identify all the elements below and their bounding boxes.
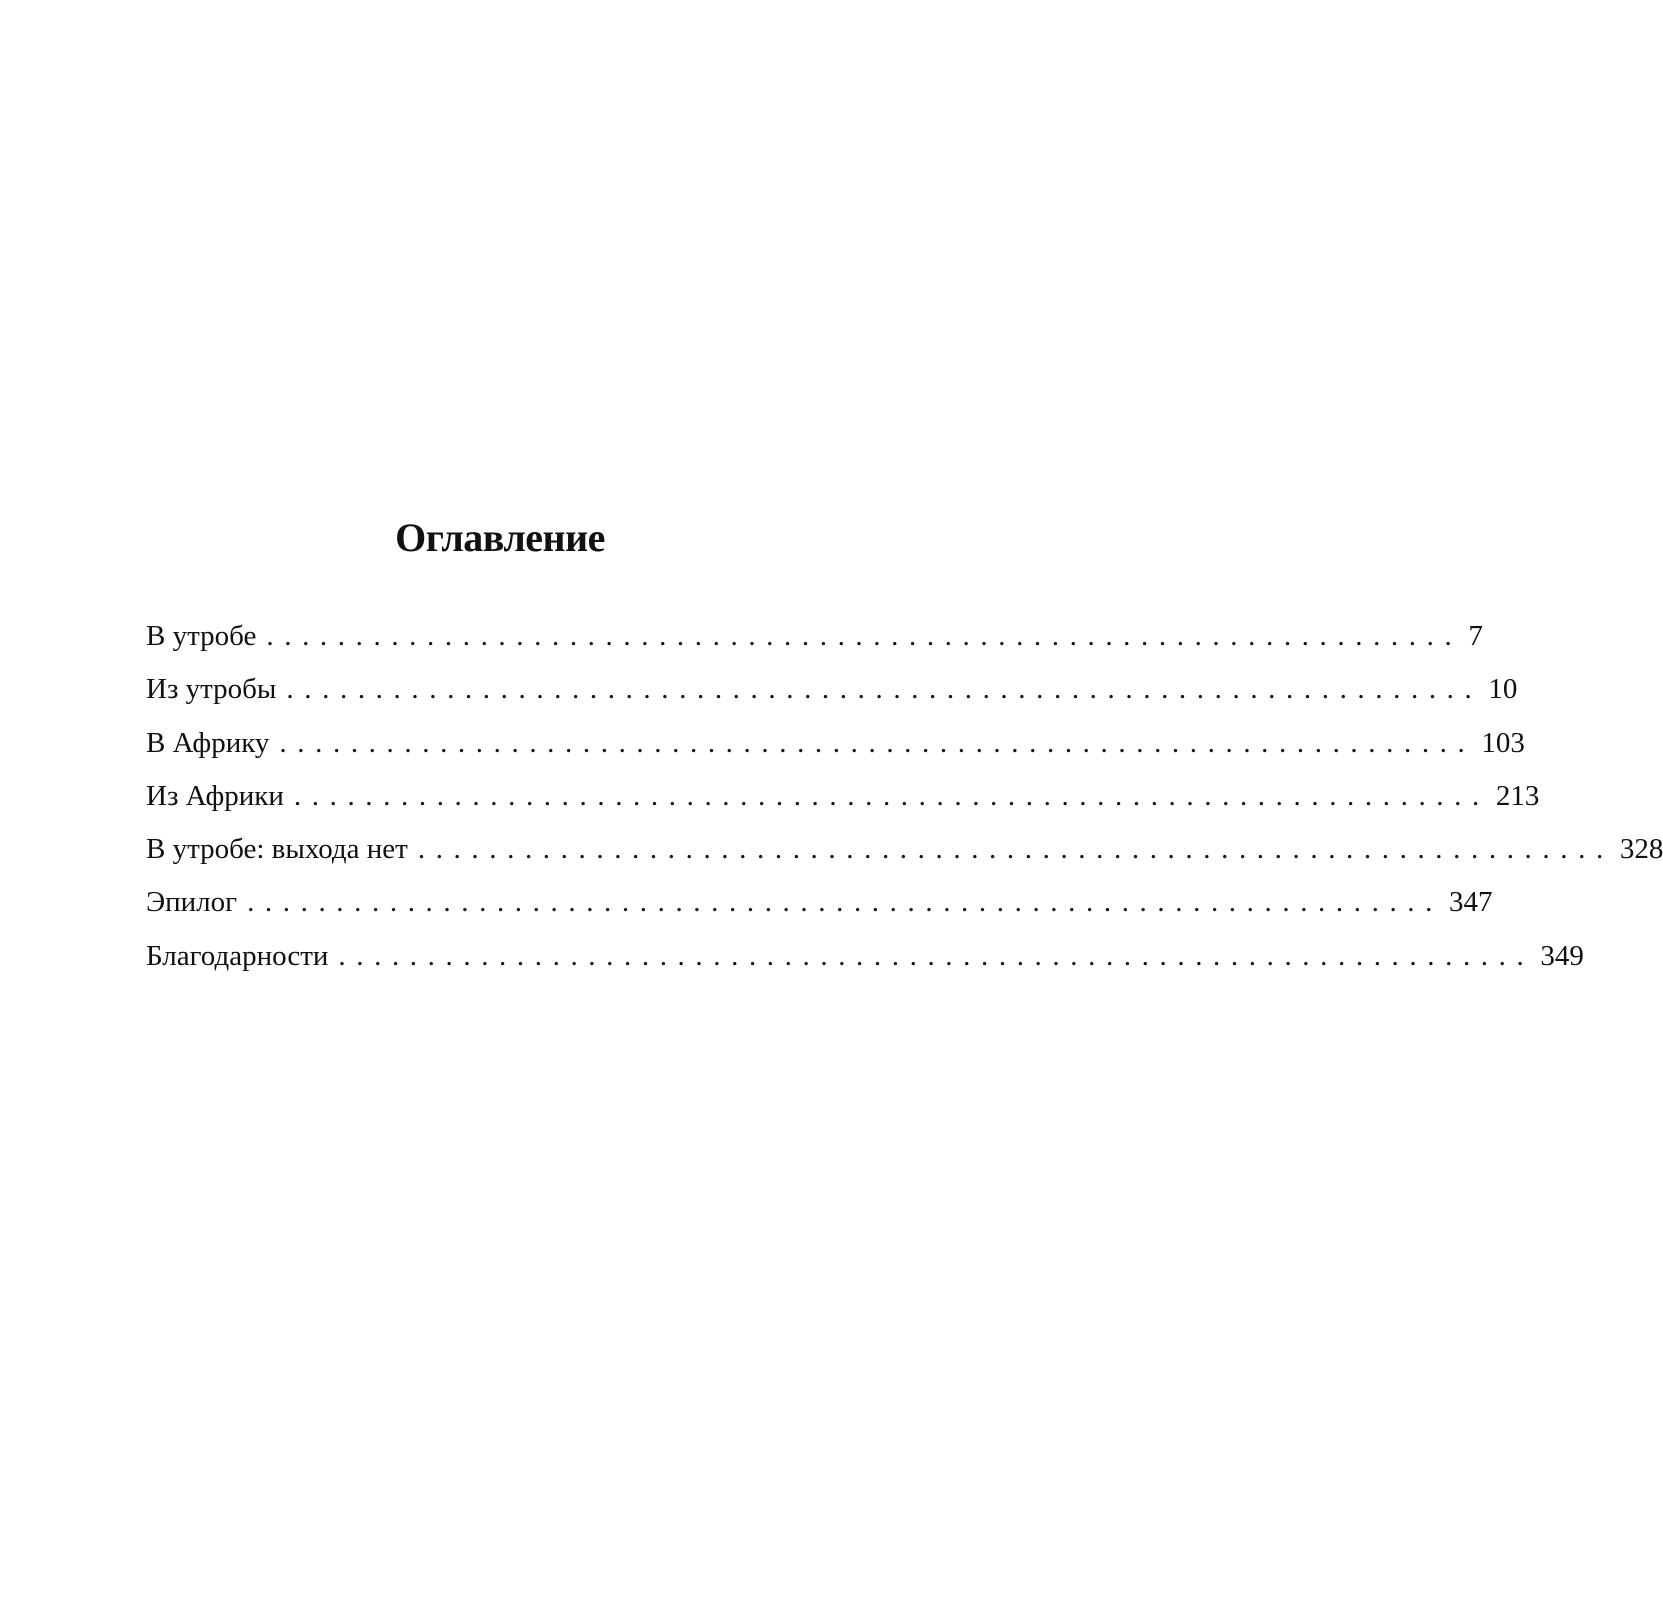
toc-page-number: 349 [1540,939,1584,972]
toc-page-number: 213 [1495,779,1540,812]
toc-entry-title: Эпилог [146,886,238,919]
toc-entry [146,610,1483,663]
toc-entry [146,876,1493,929]
toc-page-number: 347 [1449,886,1493,919]
dot-leader: ................................................................... [279,726,1476,759]
toc-entry [146,717,1525,770]
dot-leader: ................................................................... [293,779,1490,812]
toc-entry [146,930,1584,983]
toc-entry-title: В утробе: выхода нет [146,833,408,866]
toc-entry [146,823,1663,876]
page-title: Оглавление [395,515,605,560]
toc-entry-title: Из утробы [146,673,277,706]
toc-entry [146,663,1518,716]
table-of-contents [146,610,1663,983]
toc-page-number: 328 [1619,833,1663,866]
toc-page-number: 103 [1481,726,1525,759]
dot-leader: ................................................................... [417,833,1614,866]
toc-entry-title: В утробе [146,620,257,652]
dot-leader: ................................................................... [247,886,1444,919]
toc-entry-title: Благодарности [146,939,329,972]
toc-entry-title: Из Африки [146,779,284,812]
dot-leader: ................................................................... [286,673,1483,706]
toc-page-number: 10 [1488,673,1518,706]
toc-entry [146,770,1540,823]
dot-leader: ................................................................... [338,939,1535,972]
toc-entry-title: В Африку [146,726,270,759]
toc-page-number: 7 [1468,620,1483,652]
dot-leader: ................................................................... [266,620,1463,652]
